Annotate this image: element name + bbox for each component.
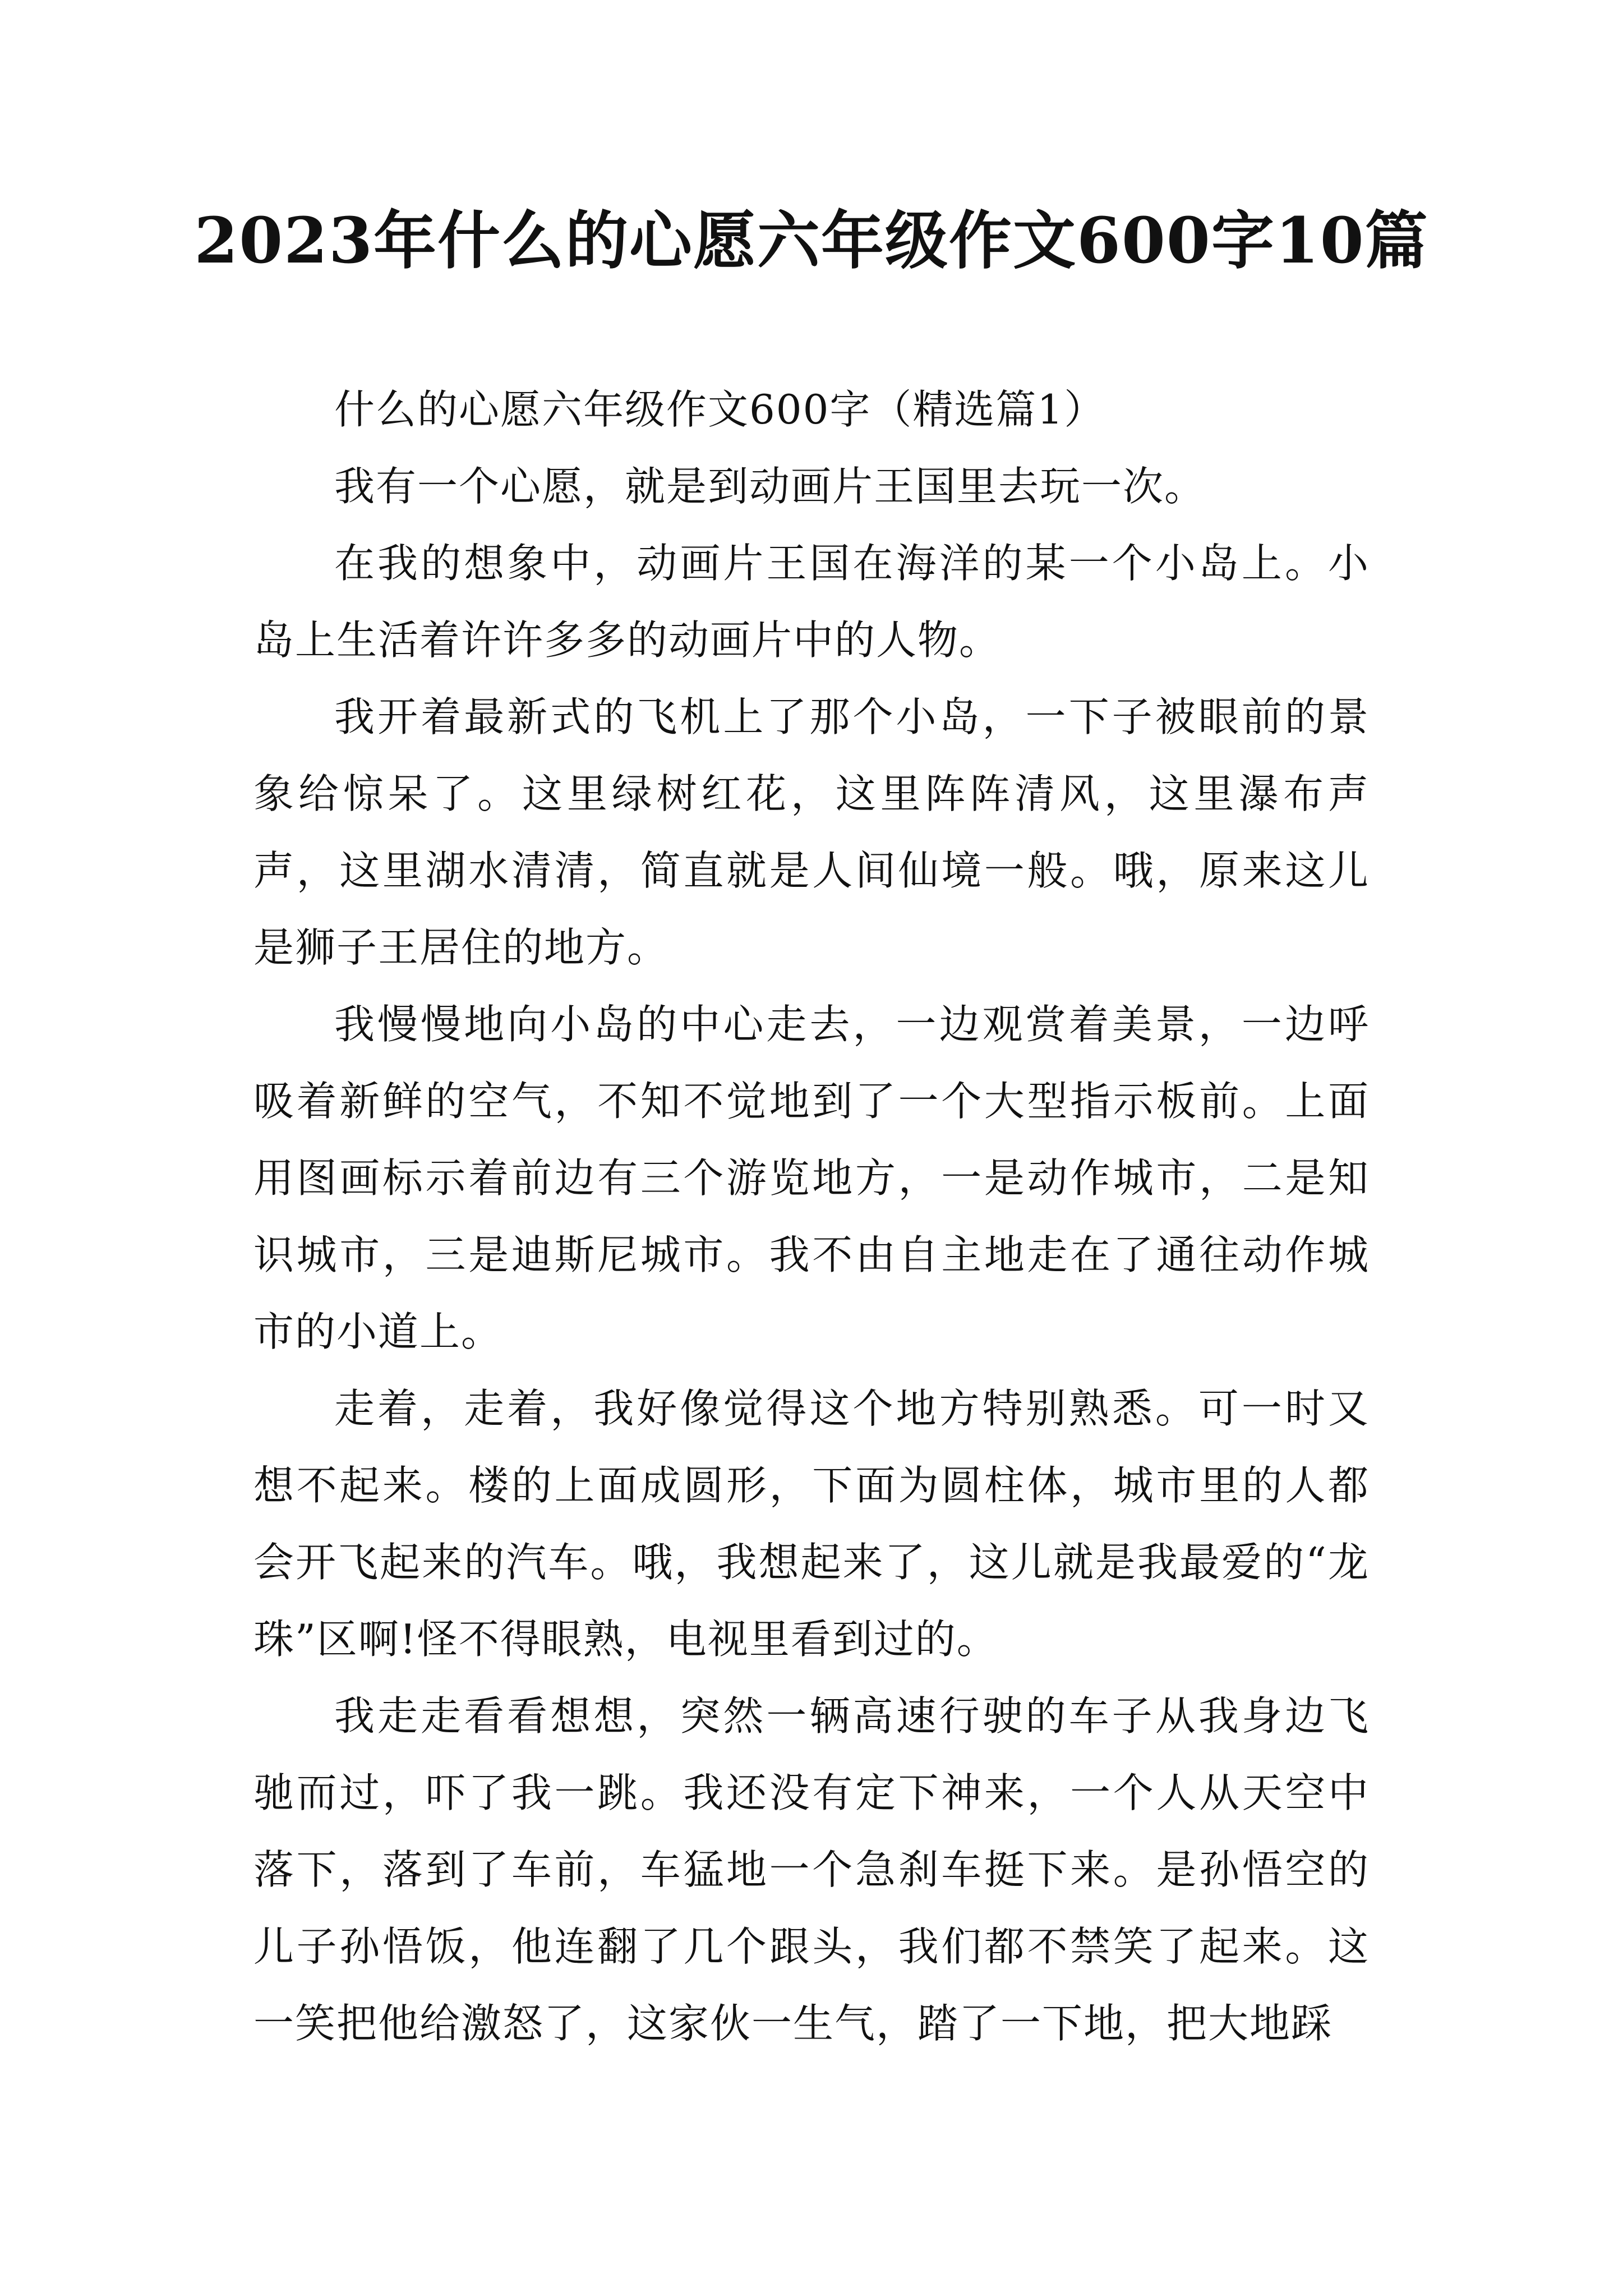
document-body	[253, 371, 1370, 2062]
paragraph: 走着，走着，我好像觉得这个地方特别熟悉。可一时又想不起来。楼的上面成圆形，下面为圆柱体，城市里的人都会开飞起来的汽车。哦，我想起来了，这儿就是我最爱的“龙珠”区啊!怪不得眼熟，电视里看到过的。	[253, 1385, 1370, 1663]
paragraph: 我有一个心愿，就是到动画片王国里去玩一次。	[334, 463, 1206, 510]
document-title: 2023年什么的心愿六年级作文600字10篇	[194, 204, 1429, 278]
paragraph: 我走走看看想想，突然一辆高速行驶的车子从我身边飞驰而过，吓了我一跳。我还没有定下神来，一个人从天空中落下，落到了车前，车猛地一个急刹车挺下来。是孙悟空的儿子孙悟饭，他连翻了几个跟头，我们都不禁笑了起来。这一笑把他给激怒了，这家伙一生气，踏了一下地，把大地踩	[253, 1692, 1370, 2047]
paragraph: 在我的想象中，动画片王国在海洋的某一个小岛上。小岛上生活着许许多多的动画片中的人物。	[253, 540, 1370, 664]
paragraph-section-heading: 什么的心愿六年级作文600字（精选篇1）	[334, 386, 1106, 433]
paragraph: 我慢慢地向小岛的中心走去，一边观赏着美景，一边呼吸着新鲜的空气，不知不觉地到了一个大型指示板前。上面用图画标示着前边有三个游览地方，一是动作城市，二是知识城市，三是迪斯尼城市。我不由自主地走在了通往动作城市的小道上。	[253, 1001, 1370, 1355]
paragraph: 我开着最新式的飞机上了那个小岛，一下子被眼前的景象给惊呆了。这里绿树红花，这里阵阵清风，这里瀑布声声，这里湖水清清，简直就是人间仙境一般。哦，原来这儿是狮子王居住的地方。	[253, 693, 1370, 971]
